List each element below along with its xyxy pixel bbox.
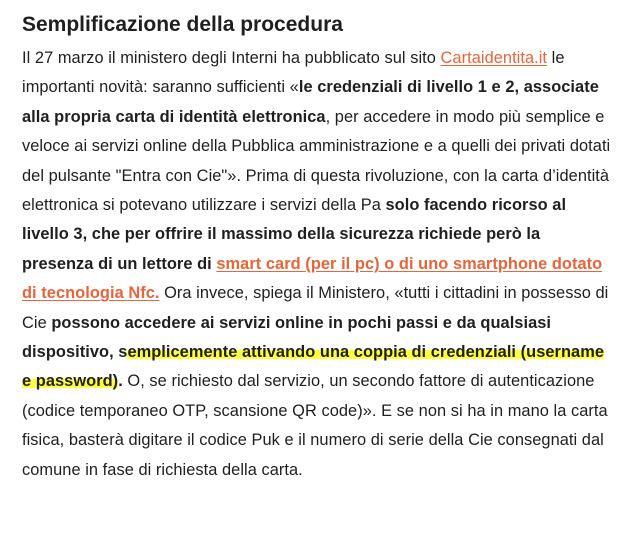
text-segment: , per accedere in modo più semplice e veloce ai servizi online della Pubblica amministrazione e a quelli dei privati dotati del pulsante "Entra con Cie"». Prima di questa rivoluzione, con la carta d’identità elettronica si potevano utilizzare i servizi della Pa — [22, 107, 611, 215]
highlighted-text-segment: emplicemente attivando una coppia di credenziali (username e password) — [22, 343, 604, 391]
text-segment: le importanti novità: saranno sufficienti « — [22, 49, 565, 97]
bold-text-segment: possono accedere ai servizi online in pochi passi e da qualsiasi dispositivo, s — [22, 313, 552, 362]
article-paragraph — [22, 44, 612, 485]
bold-text-segment: le credenziali di livello 1 e 2, associate alla propria carta di identità elettronica — [22, 78, 599, 126]
smart-card-nfc-link[interactable]: smart card (per il pc) o di uno smartphone dotato di tecnologia Nfc. — [22, 254, 603, 303]
text-segment: Il 27 marzo il ministero degli Interni ha pubblicato sul sito — [22, 49, 441, 67]
text-segment: Ora invece, spiega il Ministero, «tutti i cittadini in possesso di Cie — [22, 284, 609, 332]
article-section — [22, 12, 612, 485]
section-heading: Semplificazione della procedura — [22, 13, 343, 36]
text-segment: O, se richiesto dal servizio, un secondo fattore di autenticazione (codice temporaneo OTP, scansione QR code)». E se non si ha in mano la carta fisica, basterà digitare il codice Puk e il numero di serie della Cie consegnati dal comune in fase di richiesta della carta. — [22, 372, 608, 479]
bold-text-segment: . — [118, 372, 123, 391]
bold-text-segment: solo facendo ricorso al livello 3, che per offrire il massimo della sicurezza richiede però la presenza di un lettore di — [22, 196, 567, 273]
cartaidentita-link[interactable]: Cartaidentita.it — [440, 49, 548, 67]
